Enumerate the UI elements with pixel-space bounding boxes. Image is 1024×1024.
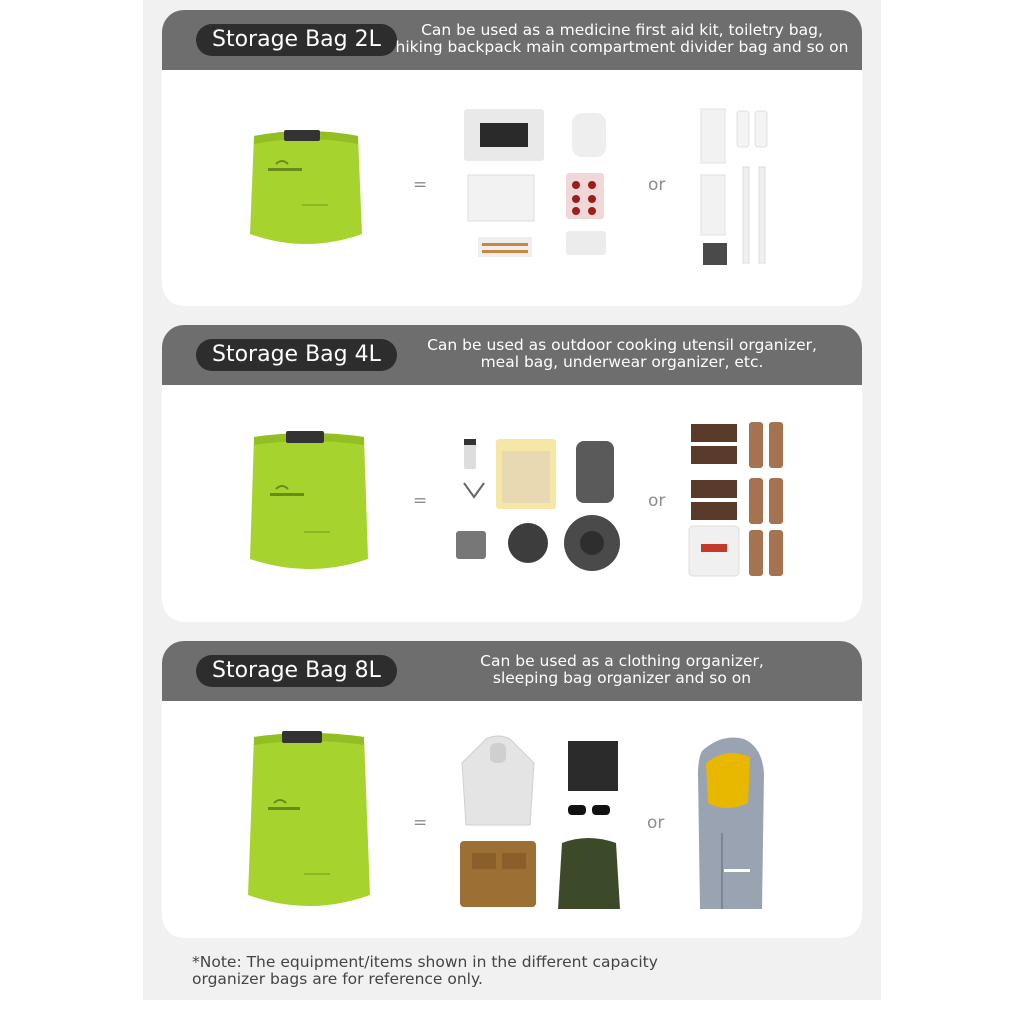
bag-size-title: Storage Bag 8L [196,655,397,687]
dry-bag-8l-image [244,725,374,915]
bag-size-title: Storage Bag 2L [196,24,397,56]
note-line-2: organizer bags are for reference only. [192,970,483,988]
bag-usage-description [387,337,857,371]
card-header [162,641,862,701]
reference-note [192,954,658,988]
card-body [162,70,862,306]
toiletry-items-image [697,105,777,265]
clothing-items-image [458,733,628,913]
card-body [162,385,862,622]
card-storage-bag-2l [162,10,862,306]
note-line-1: *Note: The equipment/items shown in the different capacity [192,953,658,971]
food-items-image [687,418,797,578]
card-storage-bag-8l [162,641,862,938]
sleeping-bag-image [692,733,772,913]
card-body [162,701,862,938]
description-line-1: Can be used as a medicine first aid kit, toiletry bag, [421,21,823,39]
dry-bag-2l-image [246,122,366,252]
equals-sign: = [413,175,428,195]
description-line-2: hiking backpack main compartment divider bag and so on [395,38,849,56]
equals-sign: = [413,491,428,511]
description-line-1: Can be used as outdoor cooking utensil organizer, [427,336,817,354]
bag-usage-description [387,22,857,56]
dry-bag-4l-image [246,425,372,577]
first-aid-items-image [462,105,612,265]
card-header [162,325,862,385]
description-line-2: sleeping bag organizer and so on [492,669,752,687]
bag-usage-description [387,653,857,687]
cooking-utensils-image [452,435,632,575]
or-separator: or [648,175,666,195]
equals-sign: = [413,813,428,833]
or-separator: or [648,491,666,511]
bag-size-title: Storage Bag 4L [196,339,397,371]
description-line-2: meal bag, underwear organizer, etc. [480,353,764,371]
card-header [162,10,862,70]
card-storage-bag-4l [162,325,862,622]
or-separator: or [647,813,665,833]
description-line-1: Can be used as a clothing organizer, [480,652,764,670]
product-infographic [143,0,881,1000]
